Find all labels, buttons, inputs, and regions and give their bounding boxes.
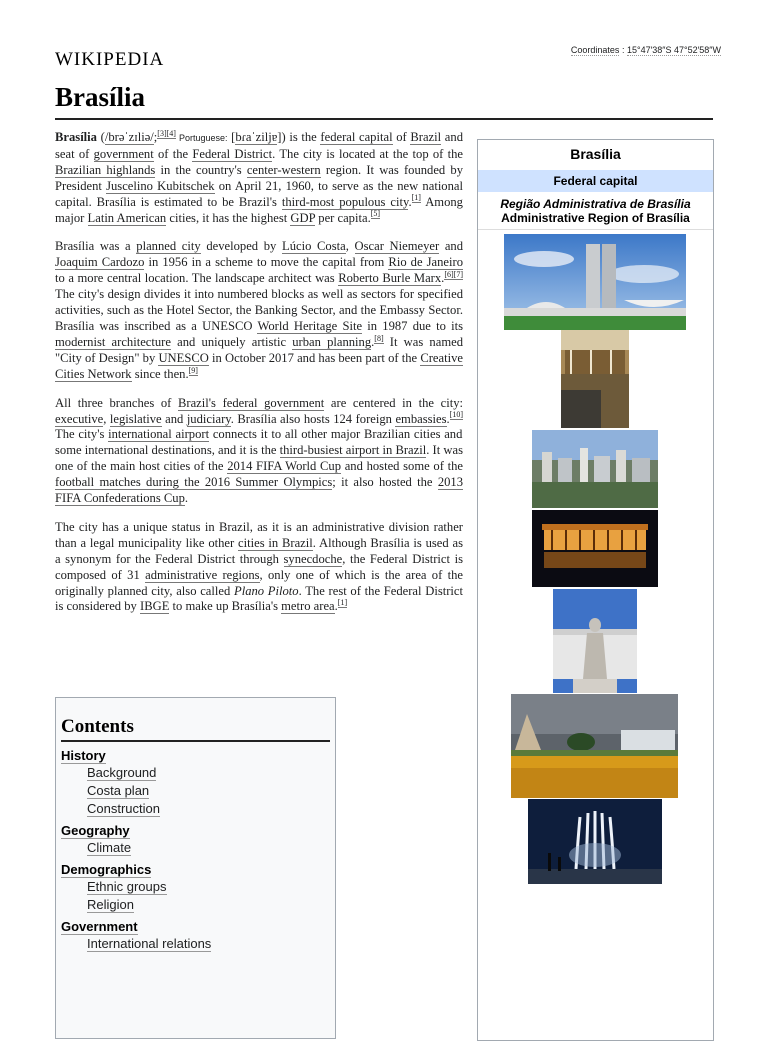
text-run: , — [345, 239, 355, 254]
coordinates-value[interactable]: 15°47′38″S 47°52′58″W — [626, 45, 721, 55]
article-link[interactable]: Brazilian highlands — [55, 162, 156, 177]
article-link[interactable]: Brazil's federal government — [178, 395, 325, 410]
text-run: The city's — [55, 427, 109, 442]
text-run: . The city is located at the top of the — [272, 146, 463, 161]
infobox-name-portuguese: Região Administrativa de Brasília — [500, 197, 691, 211]
text-run: region. It was founded by President — [55, 162, 463, 193]
text-run: . Although Brasília is used as a synonym for the Federal District through — [55, 535, 463, 566]
article-link[interactable]: bɾaˈziljɐ — [235, 130, 278, 144]
toc-section — [61, 862, 330, 877]
article-link[interactable]: /brəˈzɪliə/ — [104, 130, 154, 144]
text-run: and seat of — [55, 130, 463, 161]
article-link[interactable]: executive — [55, 411, 104, 426]
paragraph — [55, 130, 463, 226]
toc-subsection — [87, 935, 335, 952]
text-run: and — [439, 239, 464, 254]
article-link[interactable]: Creative Cities Network — [55, 350, 463, 381]
toc-subsection — [87, 839, 335, 856]
text-run: ; — [153, 130, 158, 144]
bold-term: Brasília — [55, 130, 97, 144]
text-run: cities, it has the highest — [166, 210, 291, 225]
toc-section — [61, 748, 330, 763]
article-link[interactable]: 2014 FIFA World Cup — [227, 459, 342, 474]
toc-section-link[interactable]: Geography — [61, 823, 130, 838]
article-link[interactable]: Joaquim Cardozo — [55, 255, 145, 270]
toc-subsection-link[interactable]: Construction — [87, 801, 160, 816]
photo-city-skyline[interactable] — [532, 430, 658, 508]
text-run: in October 2017 and has been part of the — [208, 350, 421, 365]
photo-flower-field-buildings[interactable] — [511, 694, 678, 798]
toc-subsection — [87, 878, 335, 895]
article-link[interactable]: synecdoche — [283, 551, 343, 566]
article-link[interactable]: football matches during the 2016 Summer Olympics — [55, 475, 333, 490]
language-label: Portuguese: — [175, 133, 228, 143]
text-run: . — [408, 194, 412, 209]
toc-subsection — [87, 764, 335, 781]
citation-link[interactable]: [1] — [411, 193, 421, 203]
text-run: of the — [153, 146, 193, 161]
photo-cathedral[interactable] — [528, 799, 662, 884]
paragraph — [55, 396, 463, 507]
text-run: in the country's — [155, 162, 247, 177]
text-run: and uniquely artistic — [170, 334, 293, 349]
text-run: in 1987 due to its — [362, 318, 464, 333]
toc-subsection — [87, 896, 335, 913]
wikipedia-logo[interactable]: WIKIPEDIA — [55, 49, 165, 70]
text-run: on April 21, 1960, to serve as the new national capital. Brasília is estimated to be Brazil's — [55, 178, 463, 209]
article-link[interactable]: embassies — [395, 411, 447, 426]
article-body — [55, 130, 463, 628]
text-run: are centered in the city: — [324, 395, 463, 410]
text-run: . It was one of the main host cities of the — [55, 443, 463, 474]
article-link[interactable]: Latin American — [87, 210, 167, 225]
article-link[interactable]: international airport — [108, 427, 210, 442]
text-run: Brasília was a — [55, 239, 137, 254]
photo-planalto-reflection[interactable] — [561, 330, 629, 428]
article-link[interactable]: 2013 FIFA Confederations Cup — [55, 475, 463, 506]
paragraph — [55, 239, 463, 382]
photo-justice-statue[interactable] — [553, 589, 637, 693]
infobox-type: Federal capital — [478, 170, 713, 192]
article-link[interactable]: Rio de Janeiro — [388, 255, 463, 270]
text-run: All three branches of — [55, 395, 178, 410]
article-link[interactable]: third-most populous city — [281, 194, 409, 209]
italic-term: Plano Piloto — [234, 583, 299, 598]
text-run: connects it to all other major Brazilian cities and some international destinations, and it is the — [55, 427, 463, 458]
toc-subsection-link[interactable]: Costa plan — [87, 783, 150, 798]
toc-subsection-link[interactable]: Climate — [87, 840, 132, 855]
text-run: . — [446, 411, 450, 426]
article-link[interactable]: World Heritage Site — [257, 318, 363, 333]
infobox-title: Brasília — [570, 146, 621, 162]
text-run: The city has a unique status in Brazil, as it is an administrative division rather than a legal municipality like other — [55, 519, 463, 550]
citation-link[interactable]: [10] — [449, 410, 463, 420]
article-link[interactable]: judiciary — [186, 411, 231, 426]
article-link[interactable]: GDP — [290, 210, 316, 225]
toc-subsection-link[interactable]: Background — [87, 765, 157, 780]
article-link[interactable]: cities in Brazil — [238, 535, 313, 550]
text-run: ( — [96, 130, 105, 144]
toc-list — [56, 748, 335, 952]
article-link[interactable]: metro area — [281, 599, 335, 614]
text-run: since then. — [131, 366, 189, 381]
text-run: and hosted some of the — [341, 459, 463, 474]
text-run: , the Federal District is composed of 31 — [55, 551, 463, 582]
article-link[interactable]: modernist architecture — [55, 334, 171, 349]
paragraph — [55, 520, 463, 615]
title-divider — [55, 118, 713, 120]
citation-link[interactable]: [6][7] — [444, 270, 463, 280]
text-run: , only one of which is the area of the originally planned city, also called — [55, 567, 464, 598]
photo-itamaraty-night[interactable] — [532, 510, 658, 587]
article-link[interactable]: federal capital — [320, 130, 393, 144]
article-link[interactable]: administrative regions — [145, 567, 260, 582]
text-run: . — [334, 599, 338, 614]
page-title: Brasília — [55, 82, 146, 112]
toc-section — [61, 919, 330, 934]
toc-subsection-link[interactable]: Religion — [87, 897, 134, 912]
coordinates-separator: : — [621, 45, 625, 55]
text-run: It was named "City of Design" by — [55, 334, 463, 365]
text-run: ; it also hosted the — [332, 475, 438, 490]
citation-link[interactable]: [3][4] — [157, 128, 176, 138]
text-run: of — [392, 130, 411, 144]
article-link[interactable]: Brazil — [410, 130, 442, 144]
text-run: to make up Brasília's — [169, 599, 282, 614]
text-run: . — [371, 334, 375, 349]
article-link[interactable]: Lúcio Costa — [282, 239, 346, 254]
toc-subsection — [87, 782, 335, 799]
photo-national-congress[interactable] — [504, 234, 686, 330]
citation-link[interactable]: [8] — [374, 333, 384, 343]
article-link[interactable]: UNESCO — [158, 350, 209, 365]
article-link[interactable]: urban planning — [292, 334, 372, 349]
article-link[interactable]: IBGE — [140, 599, 170, 614]
text-run: in 1956 in a scheme to move the capital from — [144, 255, 389, 270]
text-run: The city's design divides it into numbered blocks as well as sectors for specified activities, such as the Hotel Sector, the Banking Sector, and the Embassy Sector. Brasília was inscribed as a UNESCO — [55, 287, 463, 333]
text-run: . The rest of the Federal District is considered by — [55, 583, 464, 614]
article-link[interactable]: Oscar Niemeyer — [354, 239, 440, 254]
toc-subsection-link[interactable]: Ethnic groups — [87, 879, 167, 894]
text-run: . — [184, 491, 189, 506]
text-run: Among major — [55, 194, 463, 225]
coordinates — [571, 45, 721, 55]
article-link[interactable]: center-western — [246, 162, 321, 177]
toc-section-link[interactable]: History — [61, 748, 106, 763]
article-link[interactable]: government — [93, 146, 154, 161]
toc-title: Contents — [61, 716, 330, 742]
coordinates-label[interactable]: Coordinates — [570, 45, 620, 55]
toc-section — [61, 823, 330, 838]
article-link[interactable]: third-busiest airport in Brazil — [279, 443, 427, 458]
text-run: , — [103, 411, 110, 426]
text-run: and — [161, 411, 187, 426]
citation-link[interactable]: [5] — [370, 209, 381, 219]
citation-link[interactable]: [1] — [337, 598, 348, 608]
text-run: . — [441, 271, 445, 286]
text-run: developed by — [200, 239, 282, 254]
toc-section-link[interactable]: Government — [61, 919, 138, 934]
article-link[interactable]: Roberto Burle Marx — [338, 271, 442, 286]
text-run: [ — [227, 130, 236, 144]
toc-subsection — [87, 800, 335, 817]
table-of-contents — [55, 697, 336, 1039]
text-run: per capita. — [315, 210, 371, 225]
citation-link[interactable]: [9] — [188, 365, 198, 375]
article-link[interactable]: Juscelino Kubitschek — [106, 178, 215, 193]
text-run: . Brasília also hosts 124 foreign — [230, 411, 396, 426]
article-link[interactable]: planned city — [136, 239, 201, 254]
article-link[interactable]: Federal District — [192, 146, 273, 161]
toc-subsection-link[interactable]: International relations — [87, 936, 212, 951]
infobox-name-english: Administrative Region of Brasília — [478, 211, 713, 230]
article-link[interactable]: legislative — [109, 411, 162, 426]
text-run: to a more central location. The landscape architect was — [55, 271, 339, 286]
toc-section-link[interactable]: Demographics — [61, 862, 152, 877]
text-run: ]) is the — [277, 130, 321, 144]
